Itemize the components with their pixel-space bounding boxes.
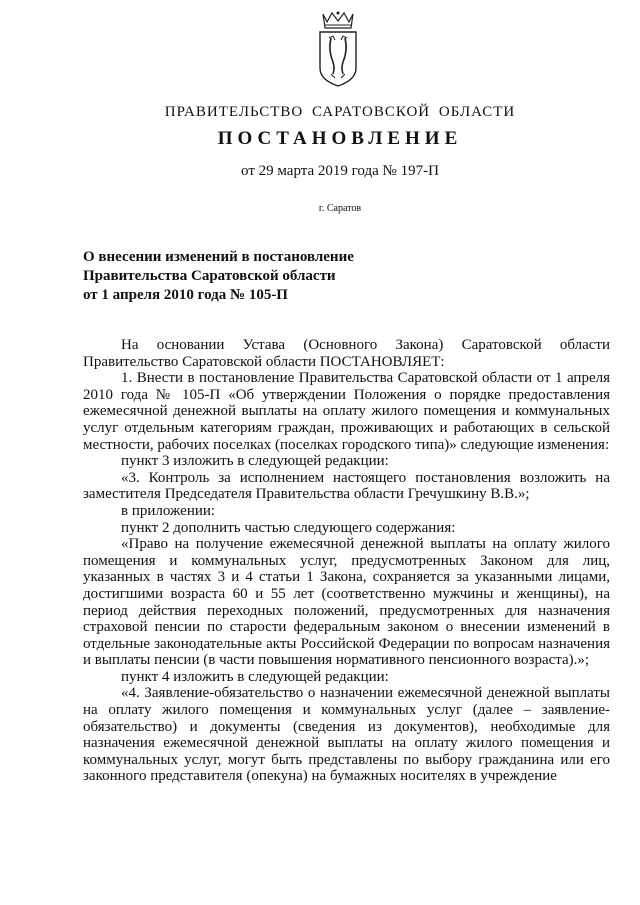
government-name: ПРАВИТЕЛЬСТВО САРАТОВСКОЙ ОБЛАСТИ <box>164 104 516 120</box>
subject-line-2: Правительства Саратовской области <box>83 268 336 284</box>
city: г. Саратов <box>318 203 362 214</box>
paragraph-appendix: в приложении: <box>121 502 216 519</box>
paragraph-point-4-text: «4. Заявление-обязательство о назначении ежемесячной денежной выплаты на оплату жилого помещения и коммунальных услуг (далее – заявление-обязательство) и документы (сведения из документов), необходимые для назначения ежемесячной денежной выплаты на оплату жилого помещения и коммунальных услуг, могут быть представлены по выбору гражданина или его законного представителя (опекуна) на бумажных носителях в учреждение <box>83 685 610 785</box>
paragraph-point-4-intro: пункт 4 изложить в следующей редакции: <box>121 668 389 685</box>
document-body <box>83 337 610 785</box>
paragraph-basis: На основании Устава (Основного Закона) Саратовской области Правительство Саратовской области ПОСТАНОВЛЯЕТ: <box>83 337 610 370</box>
document-type: ПОСТАНОВЛЕНИЕ <box>217 128 463 149</box>
paragraph-point-3-intro: пункт 3 изложить в следующей редакции: <box>121 453 389 470</box>
subject-line-3: от 1 апреля 2010 года № 105-П <box>83 287 288 303</box>
paragraph-point-2-text: «Право на получение ежемесячной денежной выплаты на оплату жилого помещения и коммунальных услуг, предусмотренных Законом для лиц, указанных в частях 3 и 4 статьи 1 Закона, сохраняется за указанными лицами, достигшими возраста 60 и 55 лет (соответственно мужчины и женщины), на период действия переходных положений, предусмотренных для назначения страховой пенсии по старости федеральным законом о внесении изменений в отдельные законодательные акты Российской Федерации по вопросам назначения и выплаты пенсии (в части повышения нормативного пенсионного возраста).»; <box>83 536 610 669</box>
document-subject <box>83 248 423 305</box>
saratov-coat-of-arms-icon <box>313 10 363 88</box>
paragraph-point-2-intro: пункт 2 дополнить частью следующего содержания: <box>121 519 456 536</box>
subject-line-1: О внесении изменений в постановление <box>83 249 354 265</box>
paragraph-item-1: 1. Внести в постановление Правительства Саратовской области от 1 апреля 2010 года № 105-П «Об утверждении Положения о порядке предоставления ежемесячной денежной выплаты на оплату жилого помещения и коммунальных услуг отдельным категориям граждан, проживающих и работающих в сельской местности, рабочих поселках (поселках городского типа)» следующие изменения: <box>83 370 610 453</box>
document-number: от 29 марта 2019 года № 197-П <box>241 163 439 179</box>
paragraph-point-3-text: «3. Контроль за исполнением настоящего постановления возложить на заместителя Председателя Правительства области Гречушкину В.В.»; <box>83 469 610 503</box>
